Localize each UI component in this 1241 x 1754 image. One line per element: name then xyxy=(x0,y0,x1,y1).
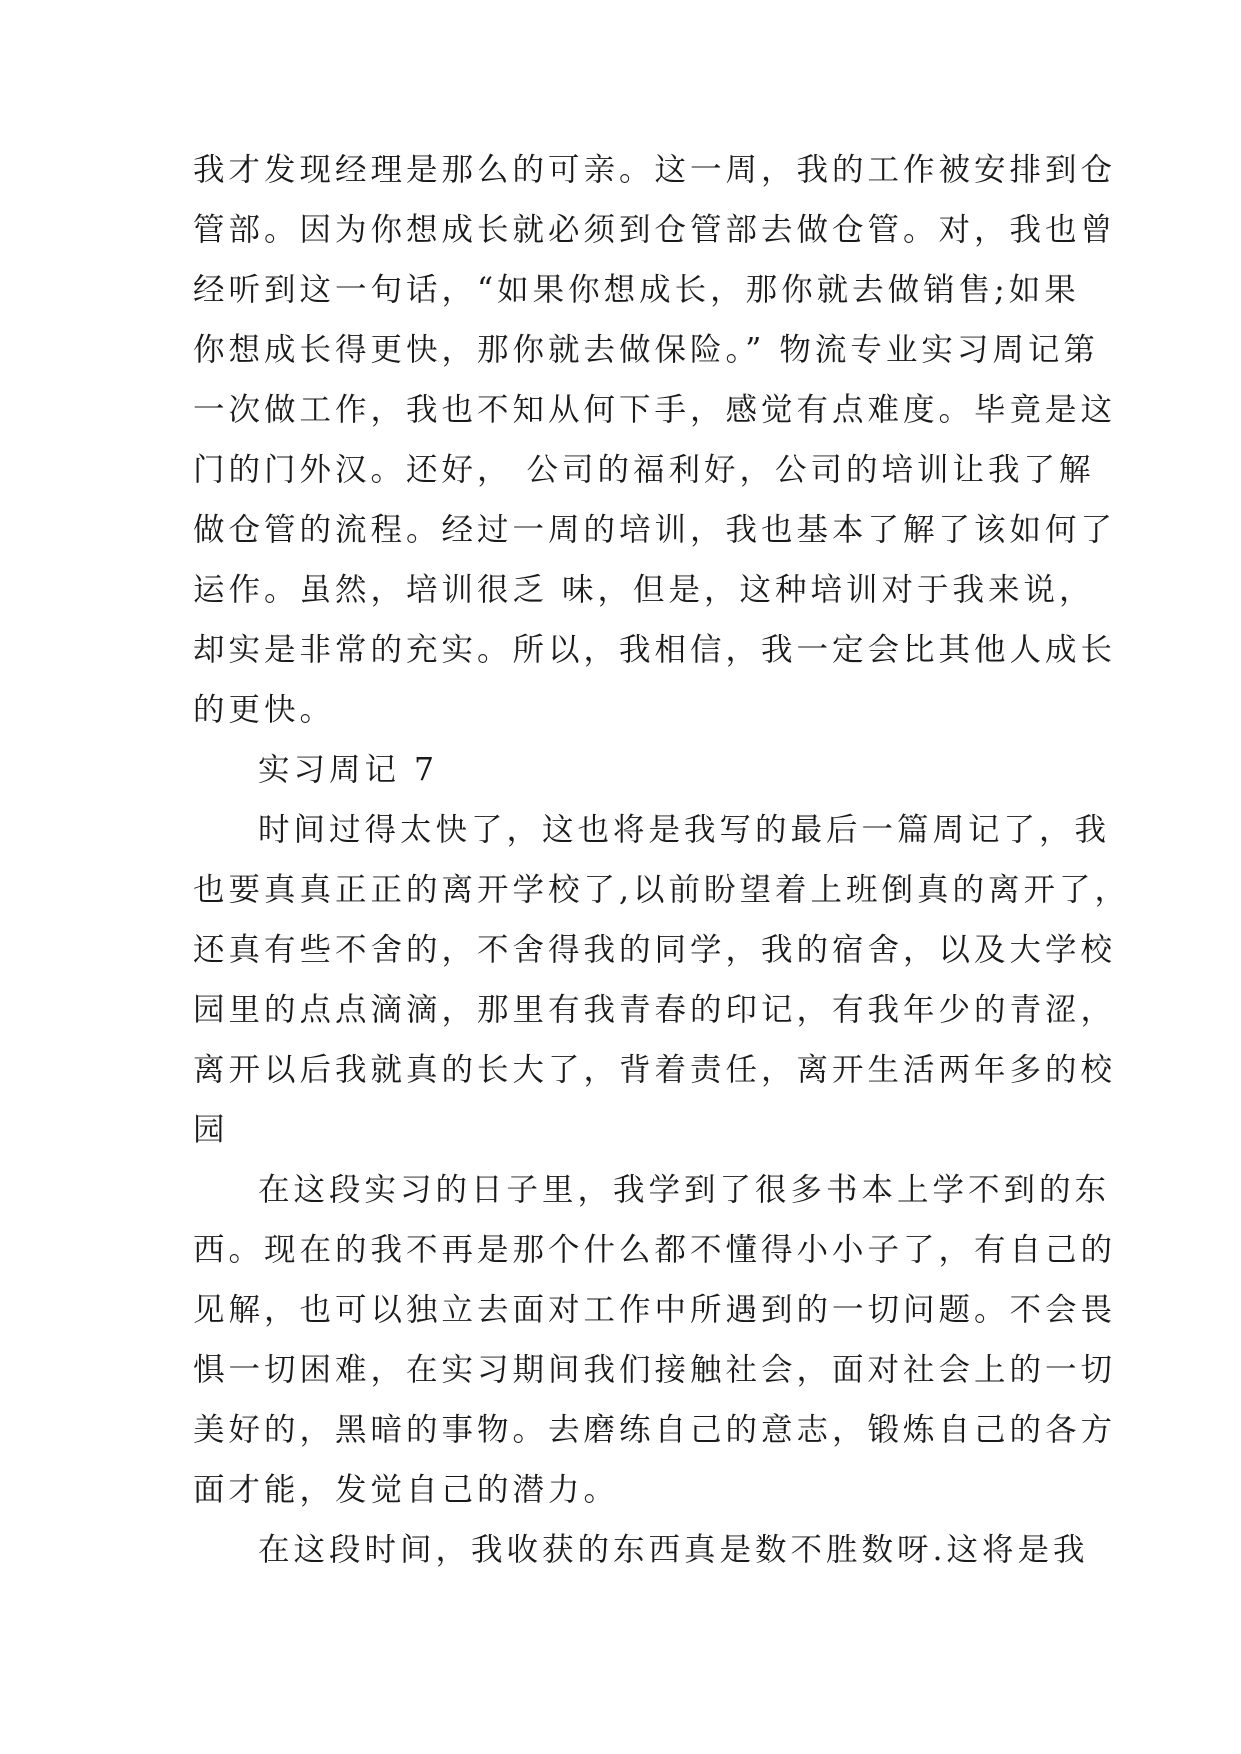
text-line: 管部。因为你想成长就必须到仓管部去做仓管。对，我也曾 xyxy=(193,212,1117,248)
text-line: 见解，也可以独立去面对工作中所遇到的一切问题。不会畏 xyxy=(193,1292,1117,1328)
text-line: 还真有些不舍的，不舍得我的同学，我的宿舍，以及大学校 xyxy=(193,932,1117,968)
text-line: 你想成长得更快，那你就去做保险。” 物流专业实习周记第 xyxy=(193,332,1099,368)
text-line: 门的门外汉。还好， 公司的福利好，公司的培训让我了解 xyxy=(193,452,1095,488)
text-line: 美好的，黑暗的事物。去磨练自己的意志，锻炼自己的各方 xyxy=(193,1412,1117,1448)
text-line: 一次做工作，我也不知从何下手，感觉有点难度。毕竟是这 xyxy=(193,392,1117,428)
text-line: 在这段实习的日子里，我学到了很多书本上学不到的东 xyxy=(258,1172,1111,1208)
text-line: 西。现在的我不再是那个什么都不懂得小小子了，有自己的 xyxy=(193,1232,1117,1268)
text-line: 我才发现经理是那么的可亲。这一周，我的工作被安排到仓 xyxy=(193,152,1117,188)
text-line: 做仓管的流程。经过一周的培训，我也基本了解了该如何了 xyxy=(193,512,1117,548)
text-line: 运作。虽然，培训很乏 味，但是，这种培训对于我来说， xyxy=(193,572,1095,608)
text-line: 经听到这一句话，“如果你想成长，那你就去做销售;如果 xyxy=(193,272,1080,308)
text-line: 惧一切困难，在实习期间我们接触社会，面对社会上的一切 xyxy=(193,1352,1117,1388)
text-line: 却实是非常的充实。所以，我相信，我一定会比其他人成长 xyxy=(193,632,1117,668)
text-line: 园 xyxy=(193,1112,229,1148)
text-line: 时间过得太快了，这也将是我写的最后一篇周记了，我 xyxy=(258,812,1111,848)
section-heading: 实习周记 7 xyxy=(258,752,439,788)
text-line: 面才能，发觉自己的潜力。 xyxy=(193,1472,620,1508)
text-line: 园里的点点滴滴，那里有我青春的印记，有我年少的青涩， xyxy=(193,992,1117,1028)
text-line: 的更快。 xyxy=(193,692,336,728)
text-line: 离开以后我就真的长大了，背着责任，离开生活两年多的校 xyxy=(193,1052,1117,1088)
text-line: 也要真真正正的离开学校了,以前盼望着上班倒真的离开了， xyxy=(193,872,1131,908)
text-line: 在这段时间，我收获的东西真是数不胜数呀.这将是我 xyxy=(258,1532,1089,1568)
